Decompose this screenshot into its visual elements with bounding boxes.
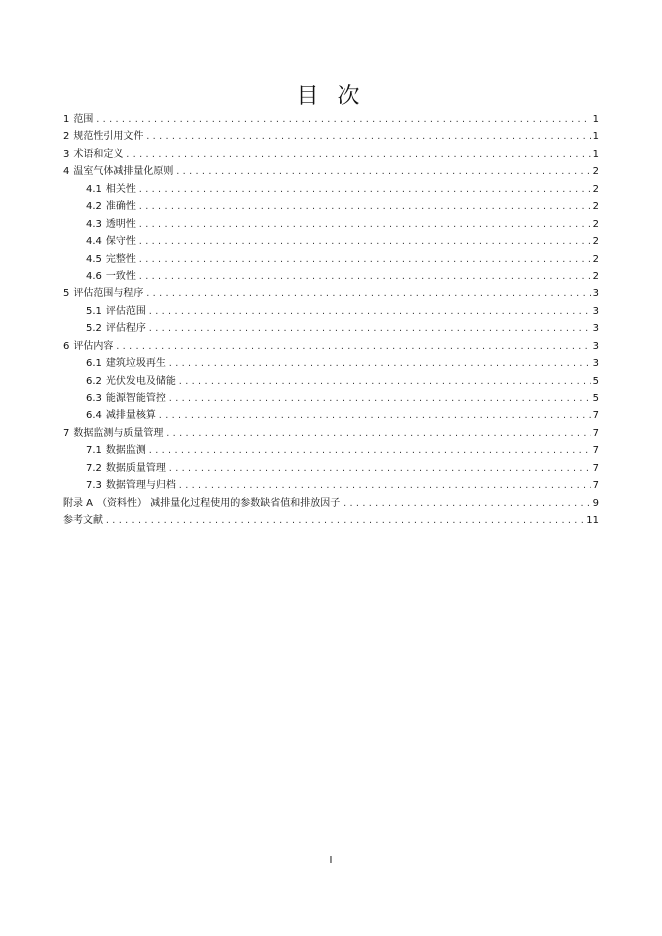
- toc-entry-number: 5.1: [86, 305, 102, 317]
- toc-entry[interactable]: [63, 251, 599, 268]
- toc-entry-number: 6.3: [86, 393, 102, 404]
- toc-dot-leader: [95, 111, 590, 128]
- toc-dot-leader: [178, 373, 591, 390]
- toc-dot-leader: [168, 390, 591, 407]
- table-of-contents: [63, 111, 599, 530]
- toc-dot-leader: [138, 198, 591, 215]
- toc-entry-page: 3: [592, 340, 599, 352]
- toc-entry-page: 7: [592, 480, 599, 492]
- toc-entry-number: 5.2: [86, 323, 102, 335]
- toc-entry-page: 2: [592, 236, 599, 248]
- toc-entry-page: 2: [592, 253, 599, 265]
- toc-entry-page: 7: [592, 427, 599, 439]
- toc-entry-page: 9: [592, 497, 599, 509]
- toc-entry-label: 评估范围与程序: [73, 288, 144, 300]
- toc-entry[interactable]: [63, 442, 599, 459]
- toc-entry-label: 数据监测与质量管理: [73, 427, 164, 439]
- toc-entry-number: 6: [63, 340, 70, 352]
- toc-entry-page: 5: [592, 375, 599, 387]
- toc-dot-leader: [115, 338, 590, 355]
- toc-entry-number: 7.2: [86, 462, 102, 474]
- toc-entry-number: 4.2: [86, 201, 102, 213]
- toc-entry-number: 4: [63, 166, 70, 178]
- toc-entry-page: 3: [592, 288, 599, 300]
- toc-entry[interactable]: [63, 268, 599, 285]
- toc-entry-number: 4.4: [86, 236, 102, 248]
- toc-entry[interactable]: [63, 373, 599, 390]
- toc-entry-label: 参考文献: [63, 515, 103, 527]
- toc-entry-page: 7: [592, 410, 599, 422]
- toc-entry-page: 3: [592, 358, 599, 370]
- toc-entry-label: 评估范围: [105, 305, 146, 317]
- toc-entry[interactable]: [63, 407, 599, 424]
- toc-dot-leader: [148, 320, 591, 337]
- toc-entry-page: 1: [592, 131, 599, 143]
- toc-dot-leader: [342, 495, 590, 512]
- toc-entry-number: 1: [63, 114, 70, 125]
- toc-dot-leader: [175, 163, 590, 180]
- toc-entry-page: 2: [592, 270, 599, 282]
- toc-entry-label: 光伏发电及储能: [105, 375, 176, 387]
- toc-entry-number: 6.1: [86, 358, 102, 370]
- toc-entry-label: 数据管理与归档: [105, 480, 176, 492]
- toc-entry-label: （资料性） 减排量化过程使用的参数缺省值和排放因子: [97, 497, 341, 509]
- toc-entry[interactable]: [63, 460, 599, 477]
- toc-dot-leader: [148, 303, 591, 320]
- toc-entry-label: 减排量核算: [105, 410, 156, 422]
- toc-entry-label: 术语和定义: [73, 148, 124, 160]
- toc-entry-page: 1: [592, 114, 599, 125]
- toc-dot-leader: [105, 512, 584, 529]
- toc-entry-page: 3: [592, 305, 599, 317]
- toc-entry-number: 附录 A: [63, 497, 94, 509]
- toc-entry[interactable]: [63, 181, 599, 198]
- page-number: I: [329, 855, 333, 866]
- toc-dot-leader: [138, 181, 591, 198]
- toc-entry-label: 评估内容: [73, 340, 114, 352]
- toc-entry-number: 4.1: [86, 183, 102, 195]
- toc-entry[interactable]: [63, 512, 599, 529]
- toc-dot-leader: [178, 477, 591, 494]
- toc-entry-label: 数据监测: [105, 445, 146, 457]
- toc-entry-label: 范围: [73, 114, 94, 125]
- toc-dot-leader: [168, 355, 591, 372]
- toc-entry-label: 完整性: [105, 253, 136, 265]
- toc-entry-number: 4.5: [86, 253, 102, 265]
- toc-dot-leader: [145, 128, 590, 145]
- toc-entry-page: 2: [592, 218, 599, 230]
- toc-entry-label: 温室气体减排量化原则: [73, 166, 174, 178]
- toc-entry-number: 7.1: [86, 445, 102, 457]
- toc-entry[interactable]: [63, 285, 599, 302]
- toc-entry-number: 6.2: [86, 375, 102, 387]
- toc-entry[interactable]: [63, 216, 599, 233]
- toc-entry[interactable]: [63, 338, 599, 355]
- toc-entry-label: 规范性引用文件: [73, 131, 144, 143]
- toc-entry-label: 一致性: [105, 270, 136, 282]
- toc-entry[interactable]: [63, 303, 599, 320]
- toc-dot-leader: [138, 268, 591, 285]
- toc-entry-page: 7: [592, 445, 599, 457]
- toc-entry-label: 评估程序: [105, 323, 146, 335]
- toc-entry-label: 准确性: [105, 201, 136, 213]
- toc-entry-number: 6.4: [86, 410, 102, 422]
- toc-entry[interactable]: [63, 495, 599, 512]
- toc-entry-number: 4.3: [86, 218, 102, 230]
- toc-entry-number: 5: [63, 288, 70, 300]
- toc-dot-leader: [125, 146, 590, 163]
- toc-entry-number: 2: [63, 131, 70, 143]
- toc-entry[interactable]: [63, 355, 599, 372]
- toc-entry[interactable]: [63, 128, 599, 145]
- toc-entry-page: 7: [592, 462, 599, 474]
- toc-dot-leader: [158, 407, 591, 424]
- toc-entry[interactable]: [63, 146, 599, 163]
- toc-entry[interactable]: [63, 111, 599, 128]
- toc-entry-number: 3: [63, 148, 70, 160]
- toc-entry[interactable]: [63, 477, 599, 494]
- toc-entry[interactable]: [63, 198, 599, 215]
- toc-entry[interactable]: [63, 425, 599, 442]
- toc-dot-leader: [138, 216, 591, 233]
- toc-dot-leader: [138, 233, 591, 250]
- toc-entry-page: 2: [592, 201, 599, 213]
- toc-entry[interactable]: [63, 233, 599, 250]
- toc-dot-leader: [148, 442, 591, 459]
- toc-entry-number: 4.6: [86, 270, 102, 282]
- toc-entry-label: 数据质量管理: [105, 462, 166, 474]
- toc-entry-page: 1: [592, 148, 599, 160]
- toc-entry-page: 2: [592, 183, 599, 195]
- toc-entry-label: 能源智能管控: [105, 393, 166, 404]
- toc-entry-page: 2: [592, 166, 599, 178]
- page-title: 目 次: [296, 83, 366, 109]
- toc-entry[interactable]: [63, 390, 599, 407]
- toc-entry-label: 相关性: [105, 183, 136, 195]
- toc-dot-leader: [145, 285, 590, 302]
- toc-entry-page: 5: [592, 393, 599, 404]
- toc-entry-number: 7.3: [86, 480, 102, 492]
- toc-entry[interactable]: [63, 163, 599, 180]
- toc-entry[interactable]: [63, 320, 599, 337]
- toc-entry-page: 11: [586, 515, 599, 527]
- toc-dot-leader: [165, 425, 590, 442]
- toc-entry-page: 3: [592, 323, 599, 335]
- toc-dot-leader: [138, 251, 591, 268]
- toc-entry-label: 保守性: [105, 236, 136, 248]
- toc-entry-label: 透明性: [105, 218, 136, 230]
- toc-dot-leader: [168, 460, 591, 477]
- toc-entry-label: 建筑垃圾再生: [105, 358, 166, 370]
- toc-entry-number: 7: [63, 427, 70, 439]
